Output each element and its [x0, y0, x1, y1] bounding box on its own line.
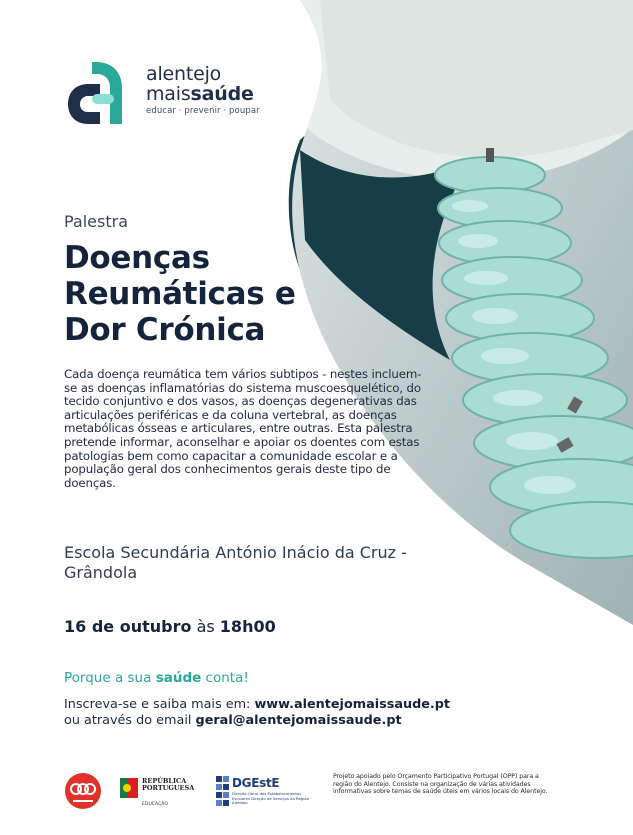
dgeste-logo: DGEstE Direção-Geral dos Estabelecimentos Escolares Direção de Serviços da Região Alentejo: [216, 776, 316, 810]
event-description: Cada doença reumática tem vários subtipos - nestes incluem-se as doenças inflamatórias do sistema muscoesquelético, do tecido conjuntivo e dos vasos, as doenças degenerativas das articulações periféricas e da coluna vertebral, as doenças metabólicas ósseas e articulares, entre outras. Esta palestra pretende informar, aconselhar e apoiar os doentes com estas patologias bem como capacitar a comunidade escolar e a população geral dos conhecimentos gerais deste tipo de doenças.: [64, 367, 422, 490]
opp-logo-icon: [64, 772, 102, 810]
event-venue: Escola Secundária António Inácio da Cruz - Grândola: [64, 543, 407, 582]
event-type: Palestra: [64, 212, 129, 231]
dgeste-mark-icon: [216, 776, 230, 808]
logo-tagline: educar · prevenir · poupar: [146, 106, 260, 116]
registration-info: Inscreva-se e saiba mais em: www.alentejomaissaude.pt ou através do email geral@alentejomaissaude.pt: [64, 697, 451, 728]
logo-wordmark-line1: alentejo: [146, 63, 222, 85]
event-datetime: [64, 617, 276, 636]
portugal-flag-icon: [120, 778, 138, 798]
logo-wordmark-line2: maissaúde: [146, 83, 254, 105]
website-link[interactable]: www.alentejomaissaude.pt: [254, 697, 451, 712]
title-line-3: Dor Crónica: [64, 312, 266, 348]
event-time: 18h00: [219, 617, 276, 636]
email-link[interactable]: geral@alentejomaissaude.pt: [195, 713, 402, 728]
date-connector: às: [196, 617, 215, 636]
title-line-1: Doenças: [64, 240, 210, 276]
event-title: [64, 240, 296, 348]
brand-mark-icon: [66, 58, 134, 124]
title-line-2: Reumáticas e: [64, 276, 296, 312]
event-date: 16 de outubro: [64, 617, 192, 636]
funding-note: Projeto apoiado pelo Orçamento Participativo Portugal (OPP) para a região do Alentejo. Consiste na organização de várias atividades informativas sobre temas de saúde úteis em vários locais do Alentejo.: [333, 773, 548, 796]
brand-logo[interactable]: [66, 58, 276, 128]
slogan: Porque a sua saúde conta!: [64, 670, 249, 686]
republica-portuguesa-logo: REPÚBLICA PORTUGUESA EDUCAÇÃO: [120, 776, 200, 810]
